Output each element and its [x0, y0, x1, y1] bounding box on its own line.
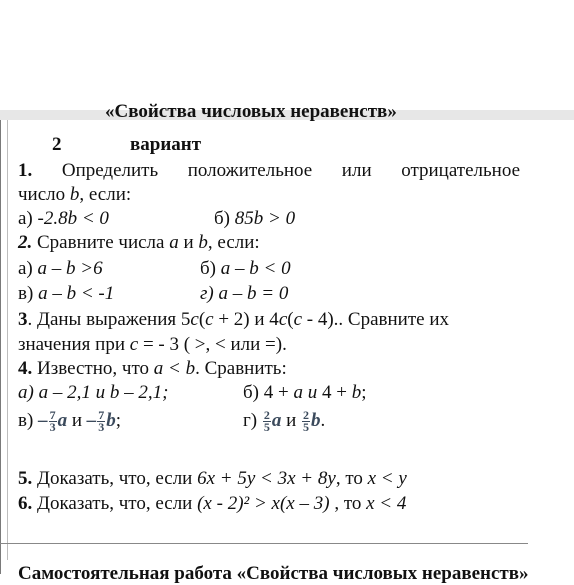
task2-heading: 2. Сравните числа a и b, если: [18, 232, 260, 253]
task3-line1: 3. Даны выражения 5c(c + 2) и 4c(c - 4).. Сравните их [18, 309, 449, 330]
cut-off-footer-text: Самостоятельная работа «Свойства числовых неравенств» [18, 563, 529, 584]
bottom-rule [0, 543, 528, 544]
task6: 6. Доказать, что, если (x - 2)² > x(x – 3) , то x < 4 [18, 493, 407, 514]
blank-top-area [0, 0, 574, 110]
task1-line1: 1. Определить положительное или отрицательное [18, 160, 520, 181]
task1-item-a: а) -2.8b < 0 [18, 208, 109, 229]
task2-item-g: г) a – b = 0 [200, 283, 289, 304]
task5: 5. Доказать, что, если 6x + 5y < 3x + 8y, то x < y [18, 468, 407, 489]
task1-item-b: б) 85b > 0 [214, 208, 296, 229]
task4-item-b: б) 4 + a и 4 + b; [243, 382, 367, 403]
variant-label: вариант [130, 134, 202, 155]
task2-item-a: а) a – b >6 [18, 258, 103, 279]
margin-line [0, 120, 1, 574]
task2-item-b: б) a – b < 0 [200, 258, 291, 279]
variant-number: 2 [52, 134, 62, 155]
task4-item-v: в) – $\frac{7}{3}$ a и – $\frac{7}{3}$ b; [18, 408, 122, 435]
task4-heading: 4. Известно, что a < b. Сравнить: [18, 358, 287, 379]
fraction-2-5: $\frac{2}{5}$ [263, 408, 270, 435]
task4-item-g: г) $\frac{2}{5}$ a и $\frac{2}{5}$ b. [243, 408, 326, 435]
task3-line2: значения при c = - 3 ( >, < или =). [18, 334, 287, 355]
task4-item-a: а) a – 2,1 и b – 2,1; [18, 382, 169, 403]
fraction-7-3: $\frac{7}{3}$ [49, 408, 56, 435]
margin-line-inner [7, 120, 8, 560]
cut-off-title: «Свойства числовых неравенств» [105, 101, 397, 122]
fraction-2-5: $\frac{2}{5}$ [303, 408, 310, 435]
fraction-7-3: $\frac{7}{3}$ [98, 408, 105, 435]
task2-item-v: в) a – b < -1 [18, 283, 115, 304]
task1-line2: число b, если: [18, 184, 132, 205]
